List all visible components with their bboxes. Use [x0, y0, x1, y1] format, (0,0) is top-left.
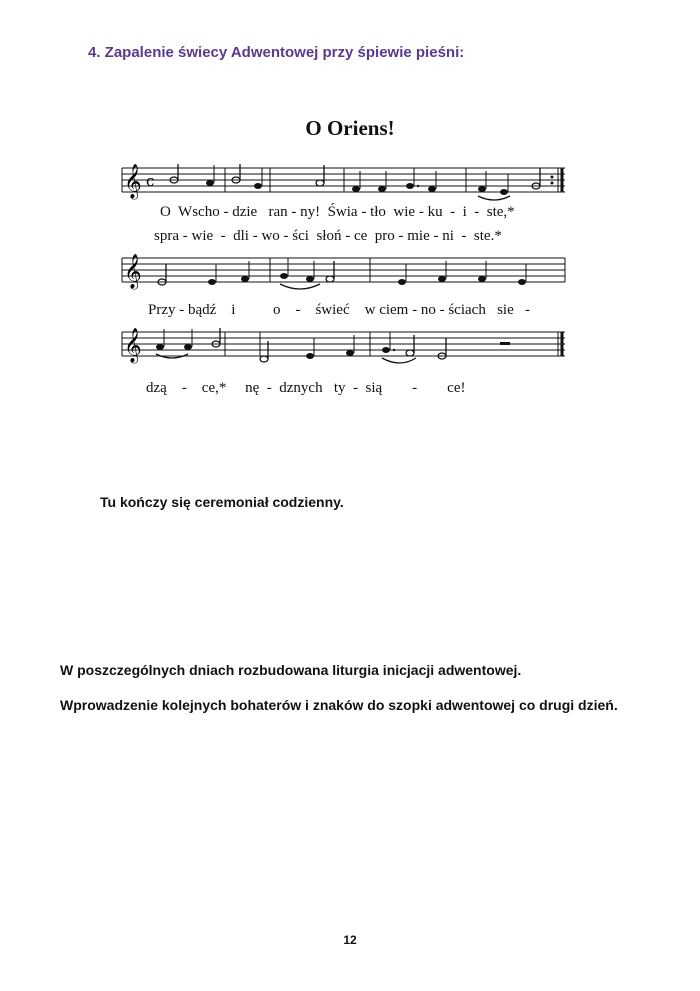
svg-text:c: c [146, 172, 155, 190]
lyric-line-4: dzą - ce,* nę - dznych ty - sią - ce! [146, 380, 466, 396]
section-heading: 4. Zapalenie świecy Adwentowej przy śpiewie pieśni: [88, 44, 465, 61]
paragraph-2: Wprowadzenie kolejnych bohaterów i znaków do szopki adwentowej co drugi dzień. [60, 697, 618, 713]
music-staff-3 [120, 328, 570, 372]
closing-note: Tu kończy się ceremoniał codzienny. [100, 494, 344, 510]
music-staff-2 [120, 254, 570, 294]
song-title: O Oriens! [305, 116, 395, 140]
lyric-line-3: Przy - bądź i o - świeć w ciem - no - ściach sie - [148, 302, 530, 318]
paragraph-1: W poszczególnych dniach rozbudowana liturgia inicjacji adwentowej. [60, 662, 522, 678]
svg-text:𝄞: 𝄞 [124, 328, 142, 363]
lyric-line-1: O Wscho - dzie ran - ny! Świa - tło wie - ku - i - ste,* [160, 204, 515, 220]
page-number: 12 [343, 933, 357, 947]
svg-text:𝄞: 𝄞 [124, 254, 142, 289]
svg-text:𝄞: 𝄞 [124, 164, 142, 199]
music-staff-1 [120, 164, 570, 204]
lyric-line-2: spra - wie - dli - wo - ści słoń - ce pro - mie - ni - ste.* [154, 228, 502, 244]
